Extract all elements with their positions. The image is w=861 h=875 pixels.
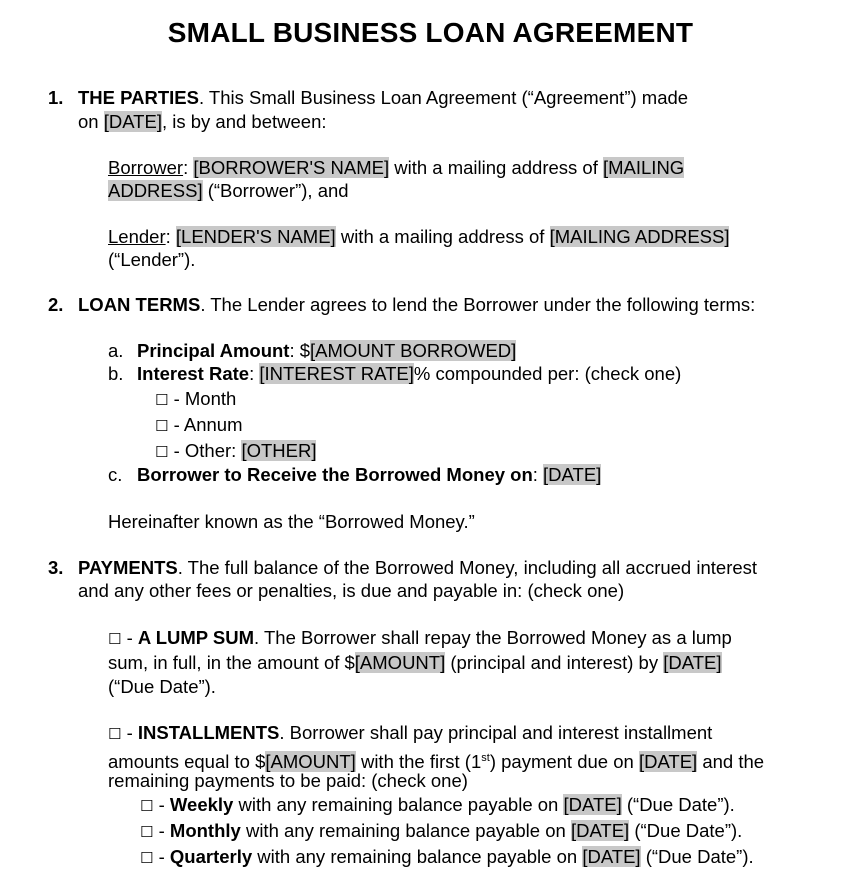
text: - — [121, 722, 138, 743]
text: with any remaining balance payable on — [240, 820, 571, 841]
checkbox-annum[interactable]: ☐ — [155, 417, 169, 435]
checkbox-installments[interactable]: ☐ — [108, 725, 122, 743]
option-label: - Other: — [168, 440, 242, 461]
interest-rate-line — [137, 363, 681, 385]
lender-label: Lender — [108, 226, 166, 247]
receive-date-line — [137, 464, 601, 486]
lump-sum-label: A LUMP SUM — [137, 627, 255, 648]
section-2-line-1 — [78, 294, 755, 316]
option-label: - Annum — [168, 414, 243, 435]
text: % compounded per: (check one) — [413, 363, 682, 384]
option-annum — [155, 414, 243, 437]
borrower-address-field[interactable]: ADDRESS] — [108, 180, 203, 201]
weekly-option — [140, 794, 735, 817]
text: (“Due Date”). — [640, 846, 754, 867]
quarterly-date-field[interactable]: [DATE] — [582, 846, 641, 867]
document-title: SMALL BUSINESS LOAN AGREEMENT — [167, 17, 694, 48]
quarterly-option — [140, 846, 754, 869]
lender-line-2: (“Lender”). — [108, 249, 196, 270]
text: (“Due Date”). — [629, 820, 743, 841]
section-1-line-2 — [78, 111, 327, 133]
weekly-date-field[interactable]: [DATE] — [563, 794, 622, 815]
text: with a mailing address of — [389, 157, 603, 178]
section-3-line-2: and any other fees or penalties, is due and payable in: (check one) — [78, 580, 625, 601]
other-field[interactable]: [OTHER] — [241, 440, 317, 461]
text: - — [153, 846, 170, 867]
installments-label: INSTALLMENTS — [137, 722, 280, 743]
section-2-heading: LOAN TERMS — [78, 294, 201, 315]
lump-sum-amount-field[interactable]: [AMOUNT] — [354, 652, 446, 673]
text: . Borrower shall pay principal and interest installment — [279, 722, 713, 743]
monthly-label: Monthly — [169, 820, 241, 841]
section-3-text: . The full balance of the Borrowed Money, including all accrued interest — [177, 557, 758, 578]
section-3-number: 3. — [48, 557, 64, 578]
section-3-line-1 — [78, 557, 757, 579]
lender-address-field[interactable]: [MAILING ADDRESS] — [549, 226, 730, 247]
text: and the — [697, 751, 765, 773]
text: : $ — [289, 340, 311, 361]
monthly-option — [140, 820, 742, 843]
text: (“Borrower”), and — [202, 180, 349, 201]
section-2-number: 2. — [48, 294, 64, 315]
receive-date-field[interactable]: [DATE] — [543, 464, 602, 485]
installments-line-1 — [108, 722, 712, 745]
checkbox-monthly[interactable]: ☐ — [140, 823, 154, 841]
section-1-heading: THE PARTIES — [78, 87, 199, 108]
item-c-letter: c. — [108, 464, 123, 485]
text: : — [183, 157, 194, 178]
principal-amount-line — [137, 340, 516, 362]
installments-line-3: remaining payments to be paid: (check one) — [108, 770, 468, 791]
borrower-label: Borrower — [108, 157, 184, 178]
text: with the first (1 — [355, 751, 482, 773]
lender-line-1 — [108, 226, 729, 248]
weekly-label: Weekly — [169, 794, 234, 815]
option-label: - Month — [168, 388, 237, 409]
borrower-line-1 — [108, 157, 684, 179]
interest-rate-field[interactable]: [INTEREST RATE] — [259, 363, 414, 384]
interest-rate-label: Interest Rate — [137, 363, 250, 384]
checkbox-other[interactable]: ☐ — [155, 443, 169, 461]
borrower-line-2 — [108, 180, 349, 202]
text: : — [249, 363, 260, 384]
checkbox-lump-sum[interactable]: ☐ — [108, 630, 122, 648]
checkbox-quarterly[interactable]: ☐ — [140, 849, 154, 867]
text: (principal and interest) by — [445, 652, 664, 673]
text: sum, in full, in the amount of $ — [108, 652, 355, 673]
first-payment-date-field[interactable]: [DATE] — [638, 751, 698, 773]
borrower-name-field[interactable]: [BORROWER'S NAME] — [193, 157, 390, 178]
monthly-date-field[interactable]: [DATE] — [570, 820, 630, 841]
superscript: st — [481, 752, 490, 764]
lump-sum-date-field[interactable]: [DATE] — [663, 652, 722, 673]
text: - — [121, 627, 138, 648]
lump-sum-line-2 — [108, 652, 722, 674]
text: : — [532, 464, 544, 485]
lump-sum-line-1 — [108, 627, 732, 650]
lender-name-field[interactable]: [LENDER'S NAME] — [175, 226, 336, 247]
receive-date-label: Borrower to Receive the Borrowed Money on — [137, 464, 533, 485]
text: . The Borrower shall repay the Borrowed Money as a lump — [254, 627, 732, 648]
text: , is by and between: — [161, 111, 327, 132]
text: with a mailing address of — [335, 226, 550, 247]
text: : — [165, 226, 176, 247]
lump-sum-line-3: (“Due Date”). — [108, 676, 216, 697]
borrowed-money-definition: Hereinafter known as the “Borrowed Money.” — [108, 511, 475, 532]
text: on — [78, 111, 104, 132]
section-1-number: 1. — [48, 87, 64, 108]
installment-amount-field[interactable]: [AMOUNT] — [265, 751, 356, 773]
section-1-text: . This Small Business Loan Agreement (“Agreement”) made — [198, 87, 689, 108]
date-field[interactable]: [DATE] — [103, 111, 162, 132]
text: ) payment due on — [489, 751, 639, 773]
principal-amount-label: Principal Amount — [137, 340, 290, 361]
option-month — [155, 388, 236, 411]
option-other — [155, 440, 316, 463]
text: amounts equal to $ — [108, 751, 266, 773]
section-2-text: . The Lender agrees to lend the Borrower under the following terms: — [200, 294, 756, 315]
section-1-line-1 — [78, 87, 688, 109]
section-3-heading: PAYMENTS — [78, 557, 178, 578]
checkbox-month[interactable]: ☐ — [155, 391, 169, 409]
quarterly-label: Quarterly — [169, 846, 253, 867]
text: (“Due Date”). — [621, 794, 735, 815]
borrower-address-field[interactable]: [MAILING — [602, 157, 685, 178]
text: with any remaining balance payable on — [233, 794, 564, 815]
text: with any remaining balance payable on — [252, 846, 583, 867]
item-b-letter: b. — [108, 363, 124, 384]
amount-borrowed-field[interactable]: [AMOUNT BORROWED] — [310, 340, 517, 361]
text: - — [153, 820, 170, 841]
checkbox-weekly[interactable]: ☐ — [140, 797, 154, 815]
item-a-letter: a. — [108, 340, 124, 361]
text: - — [153, 794, 170, 815]
